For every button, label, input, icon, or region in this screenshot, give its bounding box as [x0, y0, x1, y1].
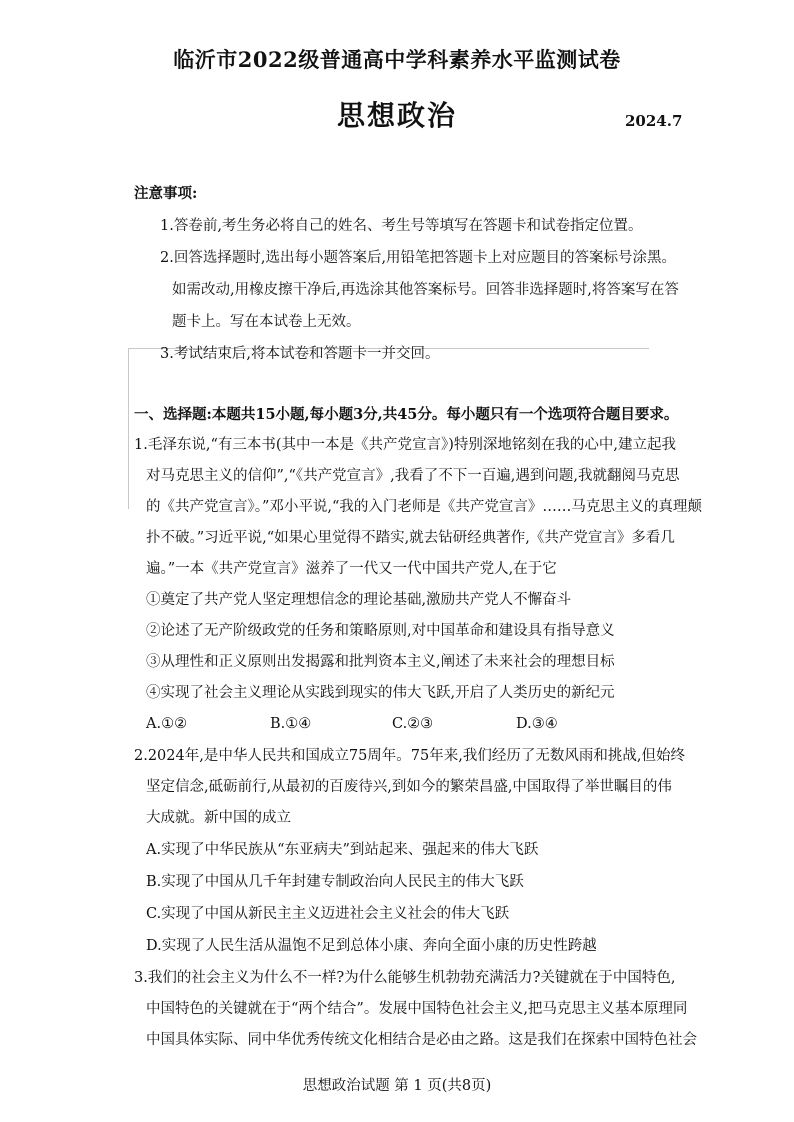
exam-date: 2024.7 — [625, 112, 683, 130]
q1-item-2: ②论述了无产阶级政党的任务和策略原则,对中国革命和建设具有指导意义 — [146, 623, 615, 639]
q1-option-b: B.①④ — [270, 716, 312, 732]
q2-stem-line-1: 2.2024年,是中华人民共和国成立75周年。75年来,我们经历了无数风雨和挑战,但始终 — [134, 748, 685, 764]
exam-title: 临沂市2022级普通高中学科素养水平监测试卷 — [173, 47, 621, 72]
q3-stem-line-3: 中国具体实际、同中华优秀传统文化相结合是必由之路。这是我们在探索中国特色社会 — [146, 1032, 697, 1048]
notes-line-3: 如需改动,用橡皮擦干净后,再选涂其他答案标号。回答非选择题时,将答案写在答 — [172, 282, 679, 298]
section-heading: 一、选择题:本题共15小题,每小题3分,共45分。每小题只有一个选项符合题目要求。 — [134, 406, 679, 423]
q1-option-c: C.②③ — [392, 716, 434, 732]
q2-option-d: D.实现了人民生活从温饱不足到总体小康、奔向全面小康的历史性跨越 — [146, 938, 597, 954]
notes-heading: 注意事项: — [134, 185, 198, 202]
notes-line-5: 3.考试结束后,将本试卷和答题卡一并交回。 — [160, 346, 440, 362]
q1-item-3: ③从理性和正义原则出发揭露和批判资本主义,阐述了未来社会的理想目标 — [146, 654, 615, 670]
notes-line-4: 题卡上。写在本试卷上无效。 — [172, 314, 361, 330]
subject-title: 思想政治 — [336, 99, 457, 132]
q2-stem-line-2: 坚定信念,砥砺前行,从最初的百废待兴,到如今的繁荣昌盛,中国取得了举世瞩目的伟 — [146, 779, 672, 795]
notes-line-1: 1.答卷前,考生务必将自己的姓名、考生号等填写在答题卡和试卷指定位置。 — [160, 218, 643, 234]
q1-item-4: ④实现了社会主义理论从实践到现实的伟大飞跃,开启了人类历史的新纪元 — [146, 685, 615, 701]
page-footer: 思想政治试题 第 1 页(共8页) — [302, 1078, 492, 1094]
q1-item-1: ①奠定了共产党人坚定理想信念的理论基础,激励共产党人不懈奋斗 — [146, 592, 572, 608]
q2-option-b: B.实现了中国从几千年封建专制政治向人民民主的伟大飞跃 — [146, 874, 524, 890]
q3-stem-line-1: 3.我们的社会主义为什么不一样?为什么能够生机勃勃充满活力?关键就在于中国特色, — [134, 970, 676, 986]
q1-option-a: A.①② — [146, 716, 188, 732]
q3-stem-line-2: 中国特色的关键就在于“两个结合”。发展中国特色社会主义,把马克思主义基本原理同 — [146, 1001, 688, 1017]
notes-line-2: 2.回答选择题时,选出每小题答案后,用铅笔把答题卡上对应题目的答案标号涂黑。 — [160, 250, 677, 266]
q2-option-c: C.实现了中国从新民主主义迈进社会主义社会的伟大飞跃 — [146, 906, 510, 922]
q1-stem-line-3: 的《共产党宣言》。”邓小平说,“我的入门老师是《共产党宣言》……马克思主义的真理颠 — [146, 499, 702, 515]
q2-option-a: A.实现了中华民族从“东亚病夫”到站起来、强起来的伟大飞跃 — [146, 842, 539, 858]
q1-stem-line-4: 扑不破。”习近平说,“如果心里觉得不踏实,就去钻研经典著作,《共产党宣言》多看几 — [146, 530, 675, 546]
q1-stem-line-2: 对马克思主义的信仰”,“《共产党宣言》,我看了不下一百遍,遇到问题,我就翻阅马克思 — [146, 468, 680, 484]
q1-option-d: D.③④ — [516, 716, 558, 732]
q2-stem-line-3: 大成就。新中国的成立 — [146, 810, 291, 826]
q1-stem-line-5: 遍。”一本《共产党宣言》滋养了一代又一代中国共产党人,在于它 — [146, 561, 557, 577]
q1-stem-line-1: 1.毛泽东说,“有三本书(其中一本是《共产党宣言》)特别深地铭刻在我的心中,建立起我 — [134, 437, 677, 453]
